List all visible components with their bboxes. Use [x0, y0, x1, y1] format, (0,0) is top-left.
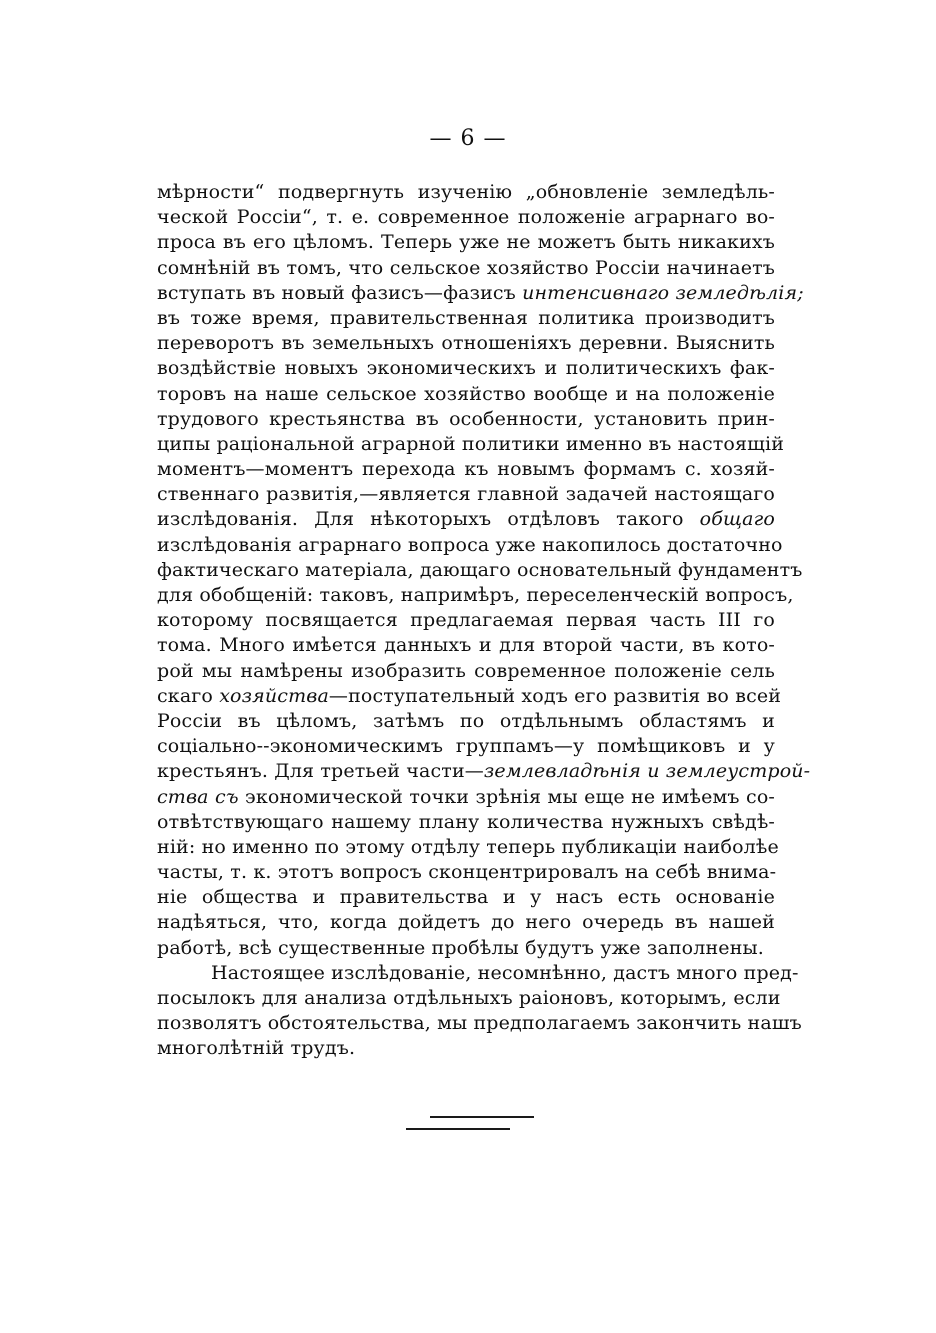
text-run: позволятъ обстоятельства, мы предполагаемъ закончить нашъ [157, 1012, 802, 1035]
text-run: многолѣтній трудъ. [157, 1037, 356, 1060]
text-line [157, 961, 799, 986]
text-run: ческой Россіи“, т. е. современное положеніе аграрнаго во- [157, 206, 775, 229]
text-line [157, 482, 775, 507]
text-run: тома. Много имѣется данныхъ и для второй части, въ кото- [157, 634, 775, 657]
text-line [157, 659, 775, 684]
text-run: соціально--экономическимъ группамъ—у помѣщиковъ и у [157, 735, 775, 758]
text-line [157, 356, 775, 381]
text-run: посылокъ для анализа отдѣльныхъ раіоновъ, которымъ, если [157, 987, 781, 1009]
text-line [157, 684, 782, 709]
text-line [157, 734, 775, 759]
text-line [157, 256, 775, 281]
text-line [157, 1011, 802, 1036]
text-run: сомнѣній въ томъ, что сельское хозяйство Россіи начинаетъ [157, 256, 775, 279]
text-run: изслѣдованія аграрнаго вопроса уже накопилось достаточно [157, 533, 783, 556]
text-line [157, 633, 775, 658]
text-line [157, 382, 775, 407]
text-run: надѣяться, что, когда дойдетъ до него очередь въ нашей [157, 911, 775, 934]
text-line [157, 860, 775, 885]
text-run: Настоящее изслѣдованіе, несомнѣнно, дастъ много пред- [211, 961, 799, 984]
text-run: вступать въ новый фазисъ—фазисъ [157, 281, 523, 304]
end-rule-bottom [406, 1128, 510, 1130]
text-run: отвѣтствующаго нашему плану количества нужныхъ свѣдѣ- [157, 810, 775, 833]
text-line [157, 558, 803, 583]
text-line [157, 936, 775, 961]
text-run: рой мы намѣрены изобразить современное положеніе сель [157, 659, 775, 682]
text-run: для обобщеній: таковъ, напримѣръ, переселенческій вопросъ, [157, 584, 794, 606]
text-line [157, 785, 775, 810]
text-run: трудового крестьянства въ особенности, установить прин- [157, 407, 775, 430]
body-text [157, 180, 811, 1062]
text-run: часты, т. к. этотъ вопросъ сконцентрировалъ на себѣ внима- [157, 861, 777, 884]
text-line [157, 810, 775, 835]
text-line [157, 885, 775, 910]
text-run: проса въ его цѣломъ. Теперь уже не можетъ быть никакихъ [157, 231, 775, 254]
text-run: ній: но именно по этому отдѣлу теперь публикаціи наиболѣе [157, 835, 779, 858]
text-line [157, 910, 775, 935]
text-line [157, 835, 779, 860]
text-run: изслѣдованія. Для нѣкоторыхъ отдѣловъ такого [157, 508, 700, 531]
text-line [157, 306, 775, 331]
text-run: Россіи въ цѣломъ, затѣмъ по отдѣльнымъ областямъ и [157, 709, 775, 732]
text-run: воздѣйствіе новыхъ экономическихъ и политическихъ фак- [157, 357, 775, 380]
text-line [157, 759, 811, 784]
text-line [157, 281, 804, 306]
text-run: скаго [157, 684, 220, 707]
text-line [157, 432, 785, 457]
text-line [157, 331, 775, 356]
text-line [157, 608, 775, 633]
paragraph-2 [157, 961, 802, 1062]
text-run: экономической точки зрѣнія мы еще не имѣемъ со- [238, 785, 775, 808]
page-number: — 6 — [429, 126, 507, 151]
text-line [157, 583, 794, 608]
text-run: —поступательный ходъ его развитія во всей [328, 684, 782, 707]
text-line [157, 986, 781, 1011]
text-line [157, 533, 783, 558]
text-run: фактическаго матеріала, дающаго основательный фундаментъ [157, 558, 803, 581]
text-run: торовъ на наше сельское хозяйство вообще и на положеніе [157, 382, 775, 405]
italic-run: ства съ [157, 785, 239, 808]
italic-run: землевладѣнія и землеустрой- [483, 760, 811, 783]
italic-run: хозяйства [219, 684, 329, 707]
text-run: переворотъ въ земельныхъ отношеніяхъ деревни. Выяснить [157, 332, 775, 355]
text-run: ственнаго развитія,—является главной задачей настоящаго [157, 483, 775, 506]
text-line [157, 709, 775, 734]
text-line [157, 180, 775, 205]
text-run: мѣрности“ подвергнуть изученію „обновленіе земледѣль- [157, 181, 775, 203]
end-rule-top [430, 1116, 534, 1118]
text-line [157, 457, 775, 482]
text-run: крестьянъ. Для третьей части— [157, 760, 484, 783]
text-line [157, 230, 775, 255]
text-run: ніе общества и правительства и у насъ есть основаніе [157, 886, 775, 909]
text-run: ципы раціональной аграрной политики именно въ настоящій [157, 432, 785, 455]
text-run: моментъ—моментъ перехода къ новымъ формамъ с. хозяй- [157, 458, 775, 481]
italic-run: общаго [699, 508, 775, 531]
text-line [157, 407, 775, 432]
text-run: которому посвящается предлагаемая первая часть III го [157, 609, 775, 632]
text-run: работѣ, всѣ существенные пробѣлы будутъ уже заполнены. [157, 936, 764, 959]
text-line [157, 205, 775, 230]
italic-run: интенсивнаго земледѣлія; [522, 281, 804, 304]
text-line [157, 1036, 775, 1061]
text-run: въ тоже время, правительственная политика производитъ [157, 306, 775, 329]
paragraph-1 [157, 180, 811, 961]
text-line [157, 507, 775, 532]
